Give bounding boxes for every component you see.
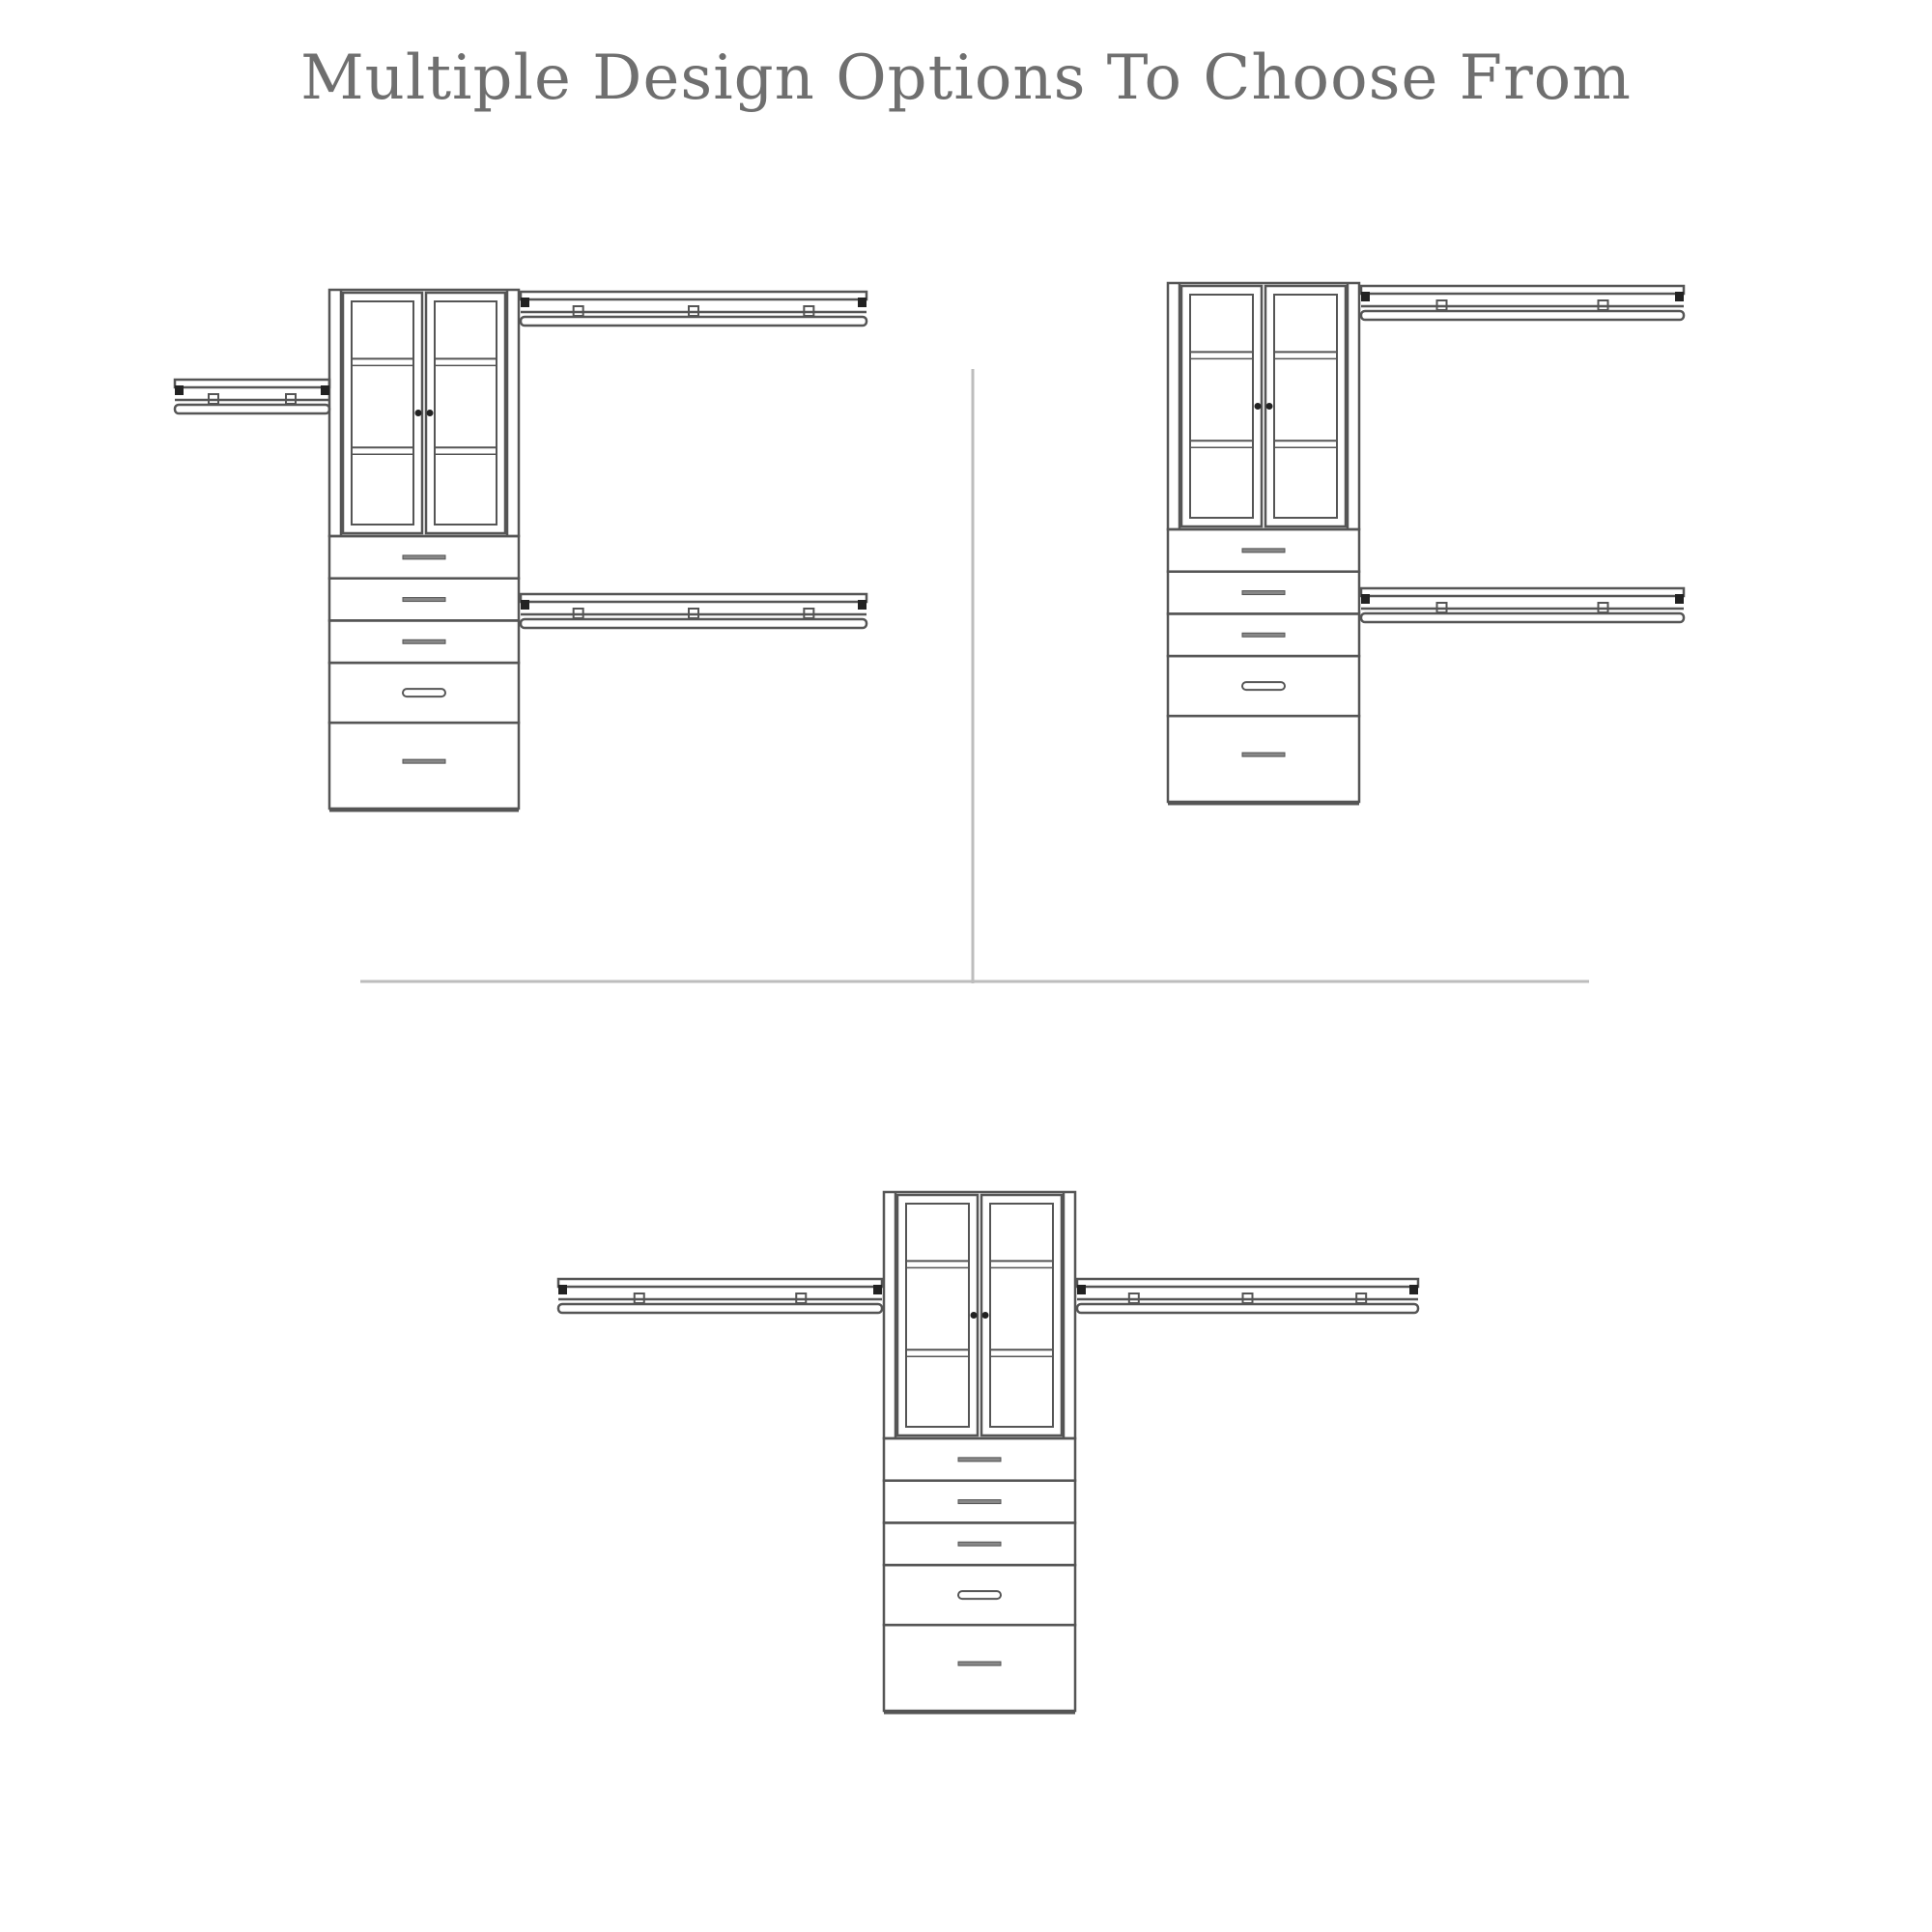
- door-knob: [1255, 403, 1262, 410]
- shelf-board: [1361, 286, 1684, 294]
- drawer-front: [1168, 656, 1359, 716]
- drawer-front: [884, 1625, 1075, 1711]
- shelf-bracket: [1077, 1285, 1086, 1294]
- shelf-bracket: [858, 298, 867, 307]
- drawer-handle: [403, 639, 445, 643]
- door-glass-panel: [990, 1204, 1053, 1427]
- drawer-front: [329, 663, 519, 723]
- drawer-handle: [403, 689, 445, 696]
- drawer: [1168, 716, 1359, 802]
- door-knob: [982, 1312, 989, 1319]
- page-title: Multiple Design Options To Choose From: [300, 43, 1632, 114]
- glass-door: [343, 293, 422, 533]
- door-knob: [971, 1312, 978, 1319]
- closet-tower: [884, 1192, 1075, 1713]
- drawer: [329, 723, 519, 809]
- tower-upper-frame: [884, 1192, 1075, 1438]
- closet-tower: [1168, 283, 1359, 804]
- drawer: [1168, 572, 1359, 614]
- hanging-rod: [521, 317, 867, 326]
- hanging-rod: [1361, 311, 1684, 320]
- drawer-handle: [1242, 753, 1285, 756]
- shelf-board: [558, 1279, 882, 1287]
- dividers: [360, 369, 1589, 983]
- tower-upper-frame: [329, 290, 519, 536]
- door-frame: [1265, 286, 1346, 526]
- door-frame: [897, 1195, 978, 1435]
- drawer: [884, 1522, 1075, 1565]
- shelf-bracket: [1361, 594, 1370, 604]
- drawer-front: [1168, 716, 1359, 802]
- drawer-handle: [1242, 633, 1285, 637]
- door-glass-panel: [1190, 295, 1253, 518]
- glass-door: [426, 293, 505, 533]
- shelf-bracket: [175, 385, 184, 395]
- glass-door: [1181, 286, 1262, 526]
- shelf-bracket: [558, 1285, 567, 1294]
- shelf-board: [521, 292, 867, 299]
- closet-tower: [329, 290, 519, 810]
- shelf-bracket: [858, 600, 867, 610]
- drawer-handle: [1242, 591, 1285, 595]
- glass-door: [897, 1195, 978, 1435]
- drawer-front: [884, 1565, 1075, 1625]
- drawer: [329, 663, 519, 723]
- drawer: [329, 536, 519, 579]
- drawer: [1168, 613, 1359, 656]
- shelf-board: [1077, 1279, 1418, 1287]
- shelf-bracket: [1361, 292, 1370, 301]
- drawer: [884, 1625, 1075, 1711]
- hanging-rod: [521, 619, 867, 628]
- design-option-3: [558, 1192, 1418, 1713]
- door-frame: [981, 1195, 1062, 1435]
- shelf-board: [175, 380, 329, 387]
- hanging-rod: [175, 405, 329, 413]
- drawer-handle: [958, 1662, 1001, 1665]
- design-option-2: [1168, 283, 1684, 804]
- drawer-handle: [958, 1542, 1001, 1546]
- design-options: [175, 283, 1684, 1713]
- drawer: [1168, 529, 1359, 572]
- shelf-with-rod: [558, 1279, 882, 1313]
- hanging-rod: [558, 1304, 882, 1313]
- drawer-handle: [958, 1591, 1001, 1599]
- shelf-with-rod: [1361, 286, 1684, 320]
- drawer: [329, 620, 519, 663]
- glass-door: [1265, 286, 1346, 526]
- design-option-1: [175, 290, 867, 810]
- door-glass-panel: [1274, 295, 1337, 518]
- glass-door: [981, 1195, 1062, 1435]
- drawer-front: [329, 723, 519, 809]
- door-frame: [343, 293, 422, 533]
- door-knob: [427, 410, 434, 416]
- shelf-with-rod: [175, 380, 329, 413]
- shelf-bracket: [521, 600, 529, 610]
- drawer-handle: [958, 1458, 1001, 1462]
- shelf-bracket: [873, 1285, 882, 1294]
- shelf-bracket: [1409, 1285, 1418, 1294]
- door-frame: [426, 293, 505, 533]
- shelf-with-rod: [1361, 588, 1684, 622]
- drawer-handle: [403, 555, 445, 559]
- shelf-with-rod: [1077, 1279, 1418, 1313]
- shelf-bracket: [521, 298, 529, 307]
- drawer: [884, 1565, 1075, 1625]
- shelf-board: [1361, 588, 1684, 596]
- drawer-handle: [403, 759, 445, 763]
- drawer-handle: [958, 1500, 1001, 1504]
- shelf-with-rod: [521, 292, 867, 326]
- drawer-handle: [1242, 682, 1285, 690]
- shelf-board: [521, 594, 867, 602]
- door-knob: [1266, 403, 1273, 410]
- drawer: [1168, 656, 1359, 716]
- drawer: [884, 1481, 1075, 1523]
- shelf-bracket: [1675, 292, 1684, 301]
- door-glass-panel: [906, 1204, 969, 1427]
- drawer-handle: [403, 598, 445, 602]
- door-knob: [415, 410, 422, 416]
- door-glass-panel: [352, 301, 413, 525]
- hanging-rod: [1361, 613, 1684, 622]
- door-glass-panel: [435, 301, 497, 525]
- drawer: [884, 1438, 1075, 1481]
- shelf-bracket: [1675, 594, 1684, 604]
- hanging-rod: [1077, 1304, 1418, 1313]
- drawer-handle: [1242, 549, 1285, 553]
- door-frame: [1181, 286, 1262, 526]
- drawer: [329, 579, 519, 621]
- shelf-with-rod: [521, 594, 867, 628]
- shelf-bracket: [321, 385, 329, 395]
- tower-upper-frame: [1168, 283, 1359, 529]
